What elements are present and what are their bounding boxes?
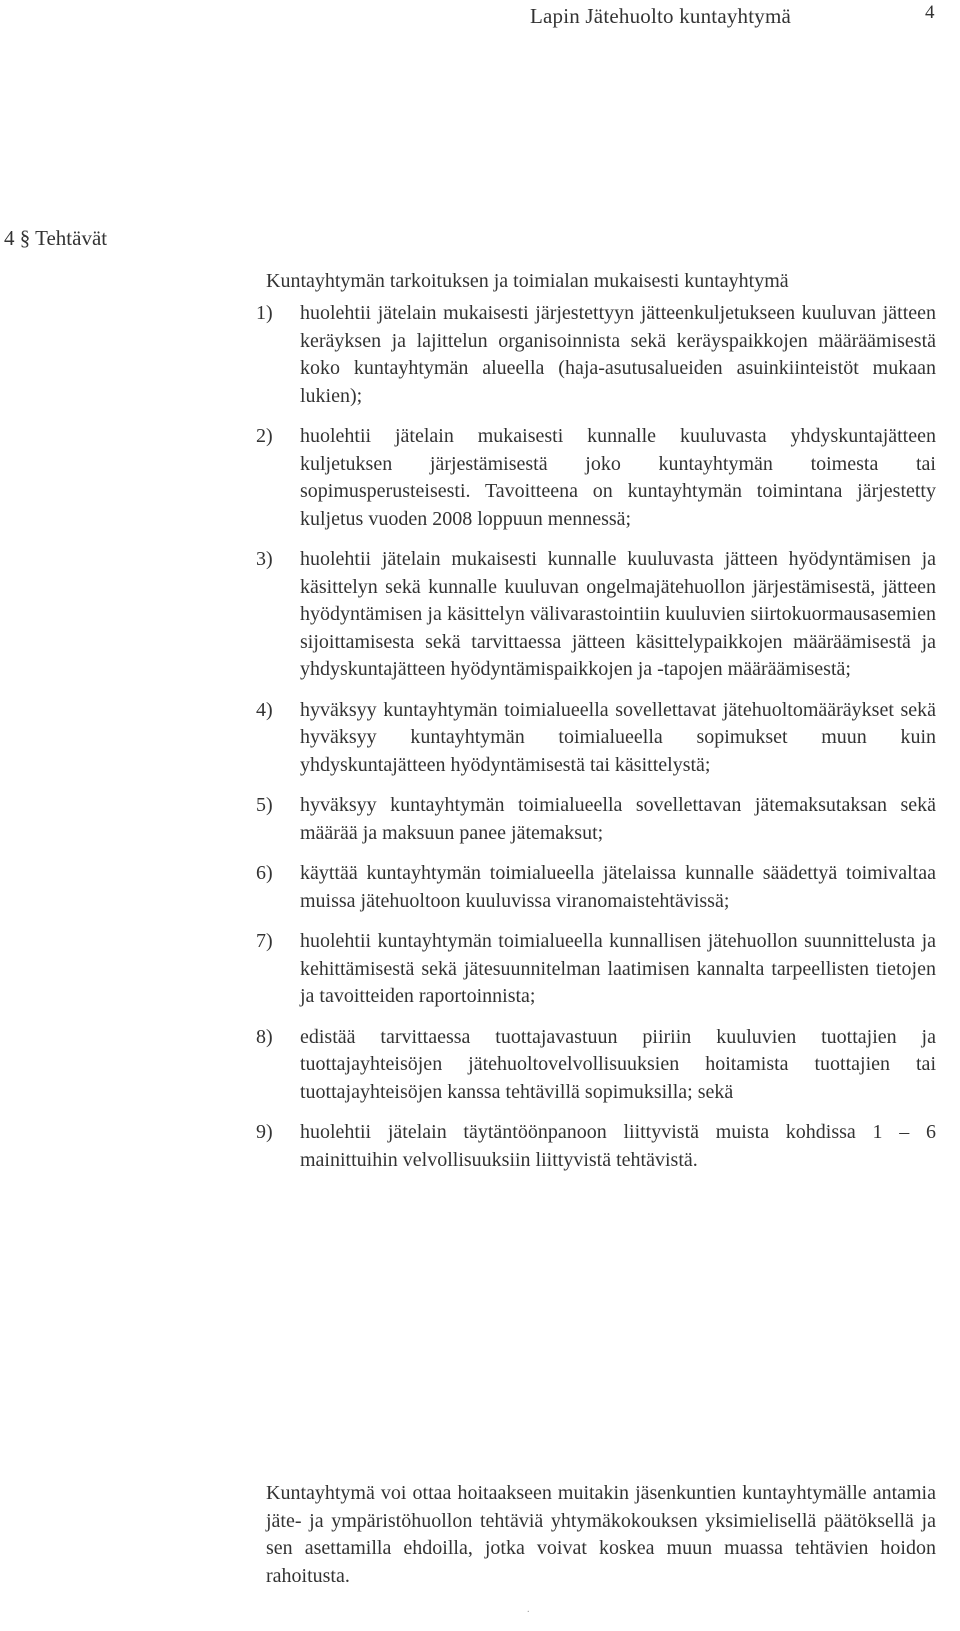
task-text: edistää tarvittaessa tuottajavastuun piiriin kuuluvien tuottajien ja tuottajayhteisöjen jätehuoltovelvollisuuksien hoitamista tuottajien tai tuottajayhteisöjen kanssa tehtävillä sopimuksilla; sekä (300, 1025, 936, 1103)
task-item-9 (256, 1119, 936, 1174)
task-item-8 (256, 1024, 936, 1107)
page-number: 4 (925, 2, 935, 23)
task-text: hyväksyy kuntayhtymän toimialueella sovellettavat jätehuoltomääräykset sekä hyväksyy kuntayhtymän toimialueella sopimukset muun kuin yhdyskuntajätteen hyödyntämisestä tai käsittelystä; (300, 698, 936, 776)
task-text: huolehtii jätelain mukaisesti järjestettyyn jätteenkuljetukseen kuuluvan jätteen keräyksen ja lajittelun organisoinnista sekä keräyspaikkojen määräämisestä koko kuntayhtymän alueella (haja-asutusalueiden asuinkiinteistöt mukaan lukien); (300, 302, 936, 407)
task-item-2 (256, 423, 936, 533)
task-number: 6) (256, 862, 273, 884)
task-number: 3) (256, 548, 273, 570)
task-number: 1) (256, 302, 273, 324)
task-text: huolehtii jätelain mukaisesti kunnalle kuuluvasta jätteen hyödyntämisen ja käsittelyn sekä kunnalle kuuluvan ongelmajätehuollon järjestämisestä, jätteen hyödyntämisen ja käsittelyn välivarastointiin kuuluvien siirtokuormausasemien sijoittamisesta sekä tarvittaessa jätteen käsittelypaikkojen määräämisestä ja yhdyskuntajätteen hyödyntämispaikkojen ja -tapojen määräämisestä; (300, 548, 936, 680)
closing-paragraph: Kuntayhtymä voi ottaa hoitaakseen muitakin jäsenkuntien kuntayhtymälle antamia jäte- ja ympäristöhuollon tehtäviä yhtymäkokouksen yksimielisellä päätöksellä ja sen asettamilla ehdoilla, jotka voivat koskea muun muassa tehtävien hoidon rahoitusta. (266, 1482, 936, 1587)
task-item-4 (256, 697, 936, 780)
task-number: 5) (256, 794, 273, 816)
task-item-7 (256, 928, 936, 1011)
task-item-5 (256, 792, 936, 847)
task-text: huolehtii kuntayhtymän toimialueella kunnallisen jätehuollon suunnittelusta ja kehittämisestä sekä jätesuunnitelman laatimisen kannalta tarpeellisten tietojen ja tavoitteiden raportoinnista; (300, 930, 936, 1007)
document-header-title: Lapin Jätehuolto kuntayhtymä (530, 4, 792, 28)
task-item-1 (256, 300, 936, 410)
task-text: käyttää kuntayhtymän toimialueella jätelaissa kunnalle säädettyä toimivaltaa muissa jätehuoltoon kuuluvissa viranomaistehtävissä; (300, 862, 936, 912)
task-number: 8) (256, 1025, 273, 1048)
task-item-3 (256, 546, 936, 684)
task-text: hyväksyy kuntayhtymän toimialueella sovellettavan jätemaksutaksan sekä määrää ja maksuun panee jätemaksut; (300, 794, 936, 844)
task-number: 7) (256, 930, 273, 952)
footer-mark: . (527, 1604, 530, 1615)
task-number: 9) (256, 1121, 273, 1143)
task-number: 4) (256, 698, 273, 721)
task-text: huolehtii jätelain täytäntöönpanoon liittyvistä muista kohdissa 1 – 6 mainittuihin velvollisuuksiin liittyvistä tehtävistä. (300, 1121, 936, 1171)
section-heading: 4 § Tehtävät (4, 226, 108, 250)
task-list (256, 300, 936, 1187)
task-item-6 (256, 860, 936, 915)
section-intro: Kuntayhtymän tarkoituksen ja toimialan mukaisesti kuntayhtymä (266, 270, 789, 292)
task-text: huolehtii jätelain mukaisesti kunnalle kuuluvasta yhdyskuntajätteen kuljetuksen järjestämisestä joko kuntayhtymän toimesta tai sopimusperusteisesti. Tavoitteena on kuntayhtymän toimintana järjestetty kuljetus vuoden 2008 loppuun mennessä; (300, 425, 936, 530)
task-number: 2) (256, 425, 273, 447)
